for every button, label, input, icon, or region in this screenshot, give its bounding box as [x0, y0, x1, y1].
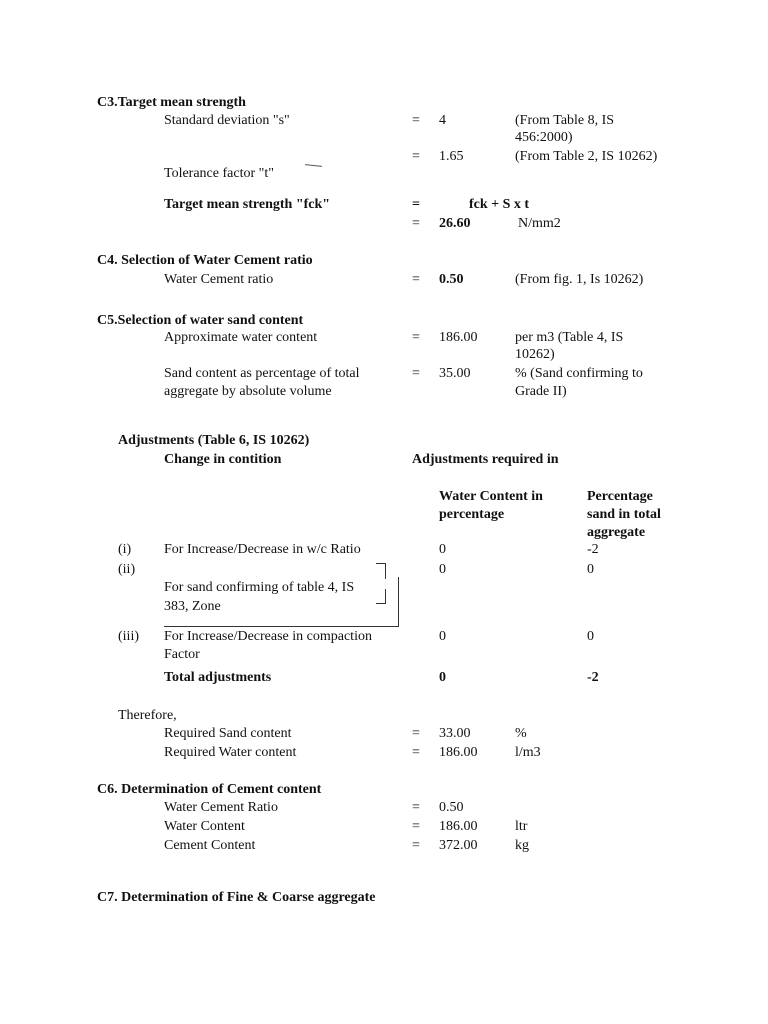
- water-content-ref-cont: 10262): [515, 347, 555, 362]
- sand-content-ref: % (Sand confirming to: [515, 366, 643, 381]
- col-header-sand-cont: aggregate: [587, 525, 646, 540]
- row-number: (iii): [118, 629, 139, 644]
- wc-ratio-label: Water Cement ratio: [164, 272, 274, 287]
- std-dev-value: 4: [439, 113, 446, 128]
- col-header-water-cont: percentage: [439, 507, 505, 522]
- target-strength-unit: N/mm2: [518, 216, 561, 231]
- therefore-label: Therefore,: [118, 708, 177, 723]
- equals-sign: =: [412, 726, 420, 741]
- sand-content-value: 35.00: [439, 366, 471, 381]
- col-header-sand-cont: sand in total: [587, 507, 661, 522]
- border-line: [398, 577, 399, 627]
- col-header-change: Change in contition: [164, 452, 282, 467]
- equals-sign: =: [412, 149, 420, 164]
- c5-heading: C5.Selection of water sand content: [97, 313, 304, 328]
- row-number: (i): [118, 542, 132, 557]
- col-header-water: Water Content in: [439, 489, 543, 504]
- required-sand-value: 33.00: [439, 726, 471, 741]
- bracket-line: [376, 603, 386, 604]
- required-water-value: 186.00: [439, 745, 478, 760]
- total-sand-value: -2: [587, 670, 599, 685]
- c7-heading: C7. Determination of Fine & Coarse aggregate: [97, 890, 376, 905]
- wc-ratio-ref: (From fig. 1, Is 10262): [515, 272, 644, 287]
- required-sand-unit: %: [515, 726, 527, 741]
- sand-content-ref-cont: Grade II): [515, 384, 567, 399]
- row-sand-value: 0: [587, 629, 594, 644]
- equals-sign: =: [412, 216, 420, 231]
- row-water-value: 0: [439, 629, 446, 644]
- c6-water-value: 186.00: [439, 819, 478, 834]
- c4-heading: C4. Selection of Water Cement ratio: [97, 253, 313, 268]
- stray-mark: [305, 164, 322, 167]
- target-formula: fck + S x t: [469, 197, 530, 212]
- sand-content-label: Sand content as percentage of total: [164, 366, 360, 381]
- c6-wc-label: Water Cement Ratio: [164, 800, 278, 815]
- bracket-line: [385, 589, 386, 603]
- row-sand-value: -2: [587, 542, 599, 557]
- row-label: For sand confirming of table 4, IS: [164, 580, 355, 595]
- water-content-value: 186.00: [439, 330, 478, 345]
- total-water-value: 0: [439, 670, 446, 685]
- c6-heading: C6. Determination of Cement content: [97, 782, 322, 797]
- tolerance-value: 1.65: [439, 149, 464, 164]
- c3-heading: C3.Target mean strength: [97, 95, 246, 110]
- tolerance-ref: (From Table 2, IS 10262): [515, 149, 658, 164]
- equals-sign: =: [412, 366, 420, 381]
- row-label-cont: 383, Zone: [164, 599, 221, 614]
- target-strength-value: 26.60: [439, 216, 471, 231]
- equals-sign: =: [412, 819, 420, 834]
- row-water-value: 0: [439, 562, 446, 577]
- row-label: For Increase/Decrease in w/c Ratio: [164, 542, 361, 557]
- c6-wc-value: 0.50: [439, 800, 464, 815]
- equals-sign: =: [412, 272, 420, 287]
- equals-sign: =: [412, 113, 420, 128]
- std-dev-ref: (From Table 8, IS: [515, 113, 615, 128]
- equals-sign: =: [412, 745, 420, 760]
- std-dev-label: Standard deviation "s": [164, 113, 290, 128]
- bracket-line: [385, 563, 386, 579]
- c6-water-label: Water Content: [164, 819, 245, 834]
- c6-cement-value: 372.00: [439, 838, 478, 853]
- equals-sign: =: [412, 838, 420, 853]
- row-label-cont: Factor: [164, 647, 200, 662]
- c6-water-unit: ltr: [515, 819, 528, 834]
- border-line: [164, 626, 399, 627]
- target-strength-label: Target mean strength "fck": [164, 197, 331, 212]
- equals-sign: =: [412, 330, 420, 345]
- row-sand-value: 0: [587, 562, 594, 577]
- water-content-ref: per m3 (Table 4, IS: [515, 330, 624, 345]
- required-water-label: Required Water content: [164, 745, 297, 760]
- sand-content-label-cont: aggregate by absolute volume: [164, 384, 332, 399]
- c6-cement-label: Cement Content: [164, 838, 256, 853]
- row-number: (ii): [118, 562, 136, 577]
- row-water-value: 0: [439, 542, 446, 557]
- col-header-required: Adjustments required in: [412, 452, 559, 467]
- equals-sign: =: [412, 197, 420, 212]
- required-sand-label: Required Sand content: [164, 726, 292, 741]
- c6-cement-unit: kg: [515, 838, 529, 853]
- total-adjustments-label: Total adjustments: [164, 670, 272, 685]
- equals-sign: =: [412, 800, 420, 815]
- tolerance-label: Tolerance factor "t": [164, 166, 274, 181]
- wc-ratio-value: 0.50: [439, 272, 464, 287]
- adjustments-heading: Adjustments (Table 6, IS 10262): [118, 433, 310, 448]
- row-label: For Increase/Decrease in compaction: [164, 629, 372, 644]
- std-dev-ref-cont: 456:2000): [515, 130, 573, 145]
- col-header-sand: Percentage: [587, 489, 653, 504]
- water-content-label: Approximate water content: [164, 330, 318, 345]
- required-water-unit: l/m3: [515, 745, 541, 760]
